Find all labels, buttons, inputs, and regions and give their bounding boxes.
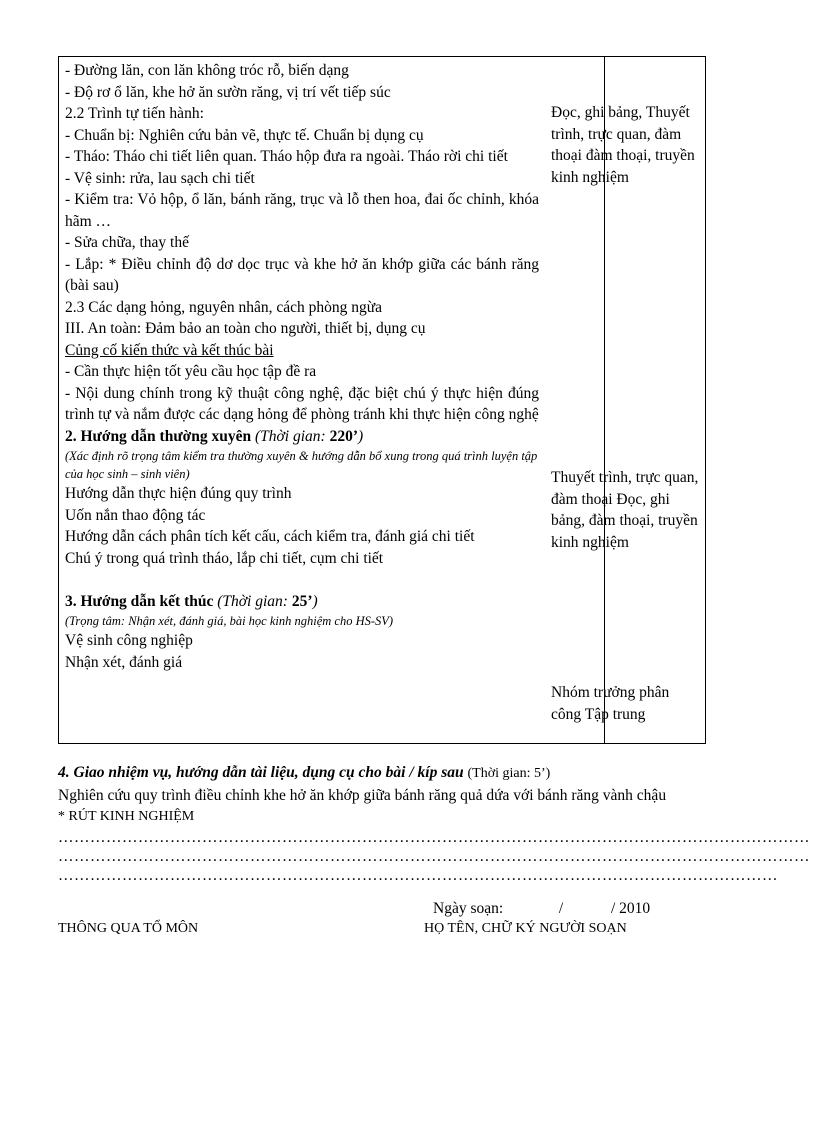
content-line: - Độ rơ ổ lăn, khe hở ăn sườn răng, vị trí vết tiếp súc (65, 83, 391, 101)
regular-time-value: 220’ (329, 427, 358, 445)
dotted-line: …………………………………………………………………………………………………………………………… (58, 847, 810, 865)
content-line: Hướng dẫn thực hiện đúng quy trình (65, 485, 292, 502)
regular-guidance-heading (65, 426, 539, 448)
experience-heading: * RÚT KINH NGHIỆM (58, 809, 195, 824)
content-line: - Lắp: * Điều chỉnh độ dơ dọc trục và khe hở ăn khớp giữa các bánh răng (bài sau) (65, 255, 539, 294)
final-guidance-title: 3. Hướng dẫn kết thúc (65, 592, 214, 610)
lesson-table (58, 56, 706, 744)
final-time-prefix: (Thời gian: (217, 592, 292, 610)
content-line: Vệ sinh công nghiệp (65, 632, 193, 649)
method-cell-1: Đọc, ghi bảng, Thuyết trình, trực quan, đàm thoại đàm thoại, truyền kinh nghiệm (551, 104, 695, 186)
method-cell-3: Nhóm trưởng phân công Tập trung (551, 684, 670, 723)
content-line: Uốn nắn thao động tác (65, 506, 206, 524)
dotted-line: ……………………………………………………………………………………………………………………… (58, 866, 778, 884)
date-separator: / (558, 900, 564, 917)
content-line: Nhận xét, đánh giá (65, 653, 183, 671)
section-4 (58, 762, 810, 885)
date-year: / 2010 (610, 900, 651, 917)
content-line: - Kiểm tra: Vỏ hộp, ổ lăn, bánh răng, trục và lỗ then hoa, đai ốc chỉnh, khóa hãm … (65, 191, 539, 230)
section-4-body: Nghiên cứu quy trình điều chỉnh khe hở ăn khớp giữa bánh răng quả dứa với bánh răng vành chậu (58, 786, 667, 804)
regular-guidance-title: 2. Hướng dẫn thường xuyên (65, 427, 252, 445)
dotted-line: …………………………………………………………………………………………………………………………… (58, 828, 810, 846)
content-line: - Cần thực hiện tốt yêu cầu học tập đề ra (65, 363, 317, 380)
section-4-time: (Thời gian: 5’) (467, 766, 551, 781)
content-line: - Tháo: Tháo chi tiết liên quan. Tháo hộp đưa ra ngoài. Tháo rời chi tiết (65, 148, 508, 165)
content-line: 2.2 Trình tự tiến hành: (65, 105, 204, 122)
content-column (65, 60, 539, 673)
approval-label: THÔNG QUA TỔ MÔN (58, 921, 199, 936)
final-time-value: 25’ (291, 592, 313, 610)
content-line: - Sửa chữa, thay thế (65, 234, 189, 251)
final-guidance-heading (65, 591, 539, 613)
signer-label: HỌ TÊN, CHỮ KÝ NGƯỜI SOẠN (424, 921, 627, 936)
content-line: III. An toàn: Đảm bảo an toàn cho người, thiết bị, dụng cụ (65, 320, 426, 337)
content-line: - Nội dung chính trong kỹ thuật công nghệ, đặc biệt chú ý thực hiện đúng trình tự và nắm được các dạng hỏng để phòng tránh khi thực hiện công nghệ (65, 384, 539, 423)
regular-guidance-note: (Xác định rõ trọng tâm kiểm tra thường xuyên & hướng dẫn bổ xung trong quá trình luyện tập của học sinh – sinh viên) (65, 449, 538, 481)
section-4-heading (58, 762, 708, 785)
regular-time-suffix: ) (357, 427, 364, 445)
final-time-suffix: ) (312, 592, 318, 610)
regular-time-prefix: (Thời gian: (254, 427, 330, 445)
content-line: - Đường lăn, con lăn không tróc rỗ, biến dạng (65, 62, 349, 79)
content-line: 2.3 Các dạng hỏng, nguyên nhân, cách phòng ngừa (65, 298, 383, 316)
content-line: Hướng dẫn cách phân tích kết cấu, cách kiểm tra, đánh giá chi tiết (65, 528, 475, 545)
content-line: - Chuẩn bị: Nghiên cứu bản vẽ, thực tế. Chuẩn bị dụng cụ (65, 126, 424, 144)
prep-date (433, 898, 650, 920)
content-line: Chú ý trong quá trình tháo, lắp chi tiết, cụm chi tiết (65, 549, 384, 567)
date-label: Ngày soạn: (433, 900, 504, 917)
section-4-title: 4. Giao nhiệm vụ, hướng dẫn tài liệu, dụng cụ cho bài / kíp sau (58, 764, 464, 781)
content-line: - Vệ sinh: rửa, lau sạch chi tiết (65, 169, 255, 187)
method-cell-2: Thuyết trình, trực quan, đàm thoại Đọc, ghi bảng, đàm thoại, truyền kinh nghiệm (551, 469, 699, 551)
final-guidance-note: (Trọng tâm: Nhận xét, đánh giá, bài học kinh nghiệm cho HS-SV) (65, 614, 394, 628)
consolidate-heading: Củng cố kiến thức và kết thúc bài (65, 341, 274, 359)
